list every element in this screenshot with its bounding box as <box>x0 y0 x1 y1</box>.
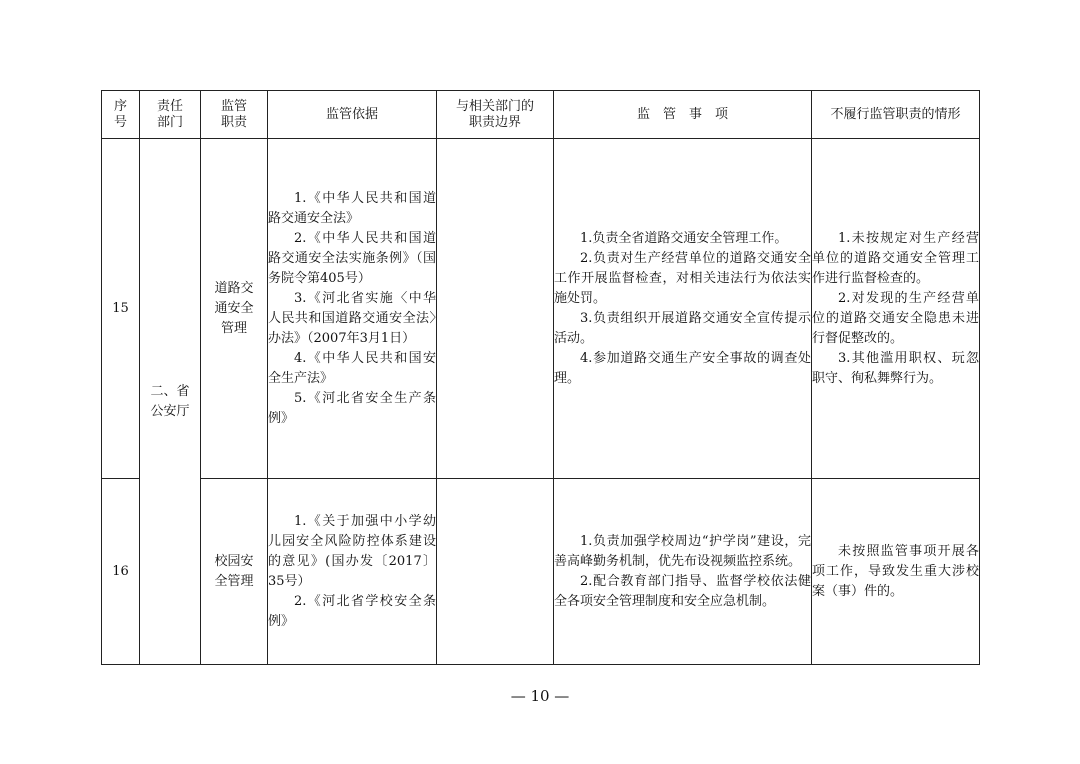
header-responsible-dept: 责任 部门 <box>140 91 201 139</box>
row-duty: 校园安 全管理 <box>201 479 268 665</box>
header-basis: 监管依据 <box>268 91 437 139</box>
row-serial-no: 16 <box>102 479 140 665</box>
header-failure: 不履行监管职责的情形 <box>812 91 980 139</box>
row-failure <box>812 139 980 479</box>
matter-item: 2.配合教育部门指导、监督学校依法健全各项安全管理制度和安全应急机制。 <box>554 573 811 609</box>
table-row <box>102 479 980 665</box>
failure-item: 3.其他滥用职权、玩忽职守、徇私舞弊行为。 <box>812 350 979 386</box>
basis-item: 3.《河北省实施〈中华人民共和国道路交通安全法〉办法》（2007年3月1日） <box>268 290 436 346</box>
row-basis <box>268 479 437 665</box>
failure-item: 2.对发现的生产经营单位的道路交通安全隐患未进行督促整改的。 <box>812 290 979 346</box>
header-serial-no: 序 号 <box>102 91 140 139</box>
duty-table <box>101 90 980 665</box>
failure-item: 1.未按规定对生产经营单位的道路交通安全管理工作进行监督检查的。 <box>812 230 979 286</box>
matter-item: 1.负责全省道路交通安全管理工作。 <box>580 230 788 246</box>
table-row <box>102 139 980 479</box>
basis-item: 1.《中华人民共和国道路交通安全法》 <box>268 190 436 226</box>
row-boundary <box>437 139 554 479</box>
page-number: — 10 — <box>510 687 570 705</box>
basis-item: 4.《中华人民共和国安全生产法》 <box>268 350 436 386</box>
row-matters <box>554 139 812 479</box>
basis-item: 2.《河北省学校安全条例》 <box>268 593 436 629</box>
basis-item: 1.《关于加强中小学幼儿园安全风险防控体系建设的意见》(国办发〔2017〕35号） <box>268 513 436 589</box>
row-failure <box>812 479 980 665</box>
row-duty: 道路交 通安全 管理 <box>201 139 268 479</box>
responsible-dept: 二、省 公安厅 <box>140 139 201 665</box>
matter-item: 3.负责组织开展道路交通安全宣传提示活动。 <box>554 310 811 346</box>
row-serial-no: 15 <box>102 139 140 479</box>
header-row <box>102 91 980 139</box>
matter-item: 1.负责加强学校周边“护学岗”建设，完善高峰勤务机制，优先布设视频监控系统。 <box>554 533 811 569</box>
matter-item: 2.负责对生产经营单位的道路交通安全工作开展监督检查，对相关违法行为依法实施处罚。 <box>554 250 811 306</box>
header-boundary: 与相关部门的 职责边界 <box>437 91 554 139</box>
matter-item: 4.参加道路交通生产安全事故的调查处理。 <box>554 350 811 386</box>
failure-item: 未按照监管事项开展各项工作，导致发生重大涉校案（事）件的。 <box>812 543 979 599</box>
header-duty: 监管 职责 <box>201 91 268 139</box>
row-boundary <box>437 479 554 665</box>
header-matters: 监 管 事 项 <box>554 91 812 139</box>
row-matters <box>554 479 812 665</box>
basis-item: 5.《河北省安全生产条例》 <box>268 390 436 426</box>
row-basis <box>268 139 437 479</box>
basis-item: 2.《中华人民共和国道路交通安全法实施条例》（国务院令第405号） <box>268 230 436 286</box>
